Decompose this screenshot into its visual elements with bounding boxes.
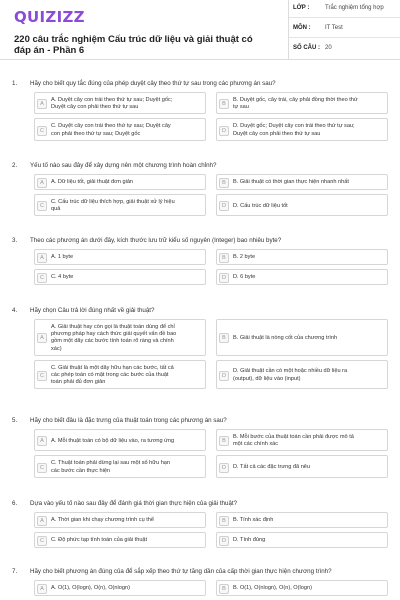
quizizz-logo: QUIZIZZ [14, 8, 85, 26]
meta-key: SỐ CÂU : [293, 45, 320, 51]
answer-option-a[interactable] [34, 319, 206, 356]
option-text [51, 179, 203, 186]
option-text-line: A. Dữ liệu tốt, giải thuật đơn giản [51, 179, 134, 186]
meta-value: IT Test [325, 25, 343, 31]
option-letter-badge: B [219, 253, 229, 263]
option-text [233, 203, 385, 210]
answer-option-b[interactable] [216, 249, 388, 265]
answer-option-d[interactable] [216, 360, 388, 390]
option-letter-badge: D [219, 201, 229, 211]
answer-option-c[interactable] [34, 194, 206, 216]
option-text [51, 324, 203, 353]
option-text-line: A. Duyệt cây con trái theo thứ tự sau; Duyệt gốc; [51, 97, 173, 103]
option-text-line: các bước cần thực hiện [51, 467, 111, 474]
option-text-line: (output), dữ liệu vào (input) [233, 375, 301, 382]
option-letter-badge: C [37, 273, 47, 283]
option-text-line: gồm một dãy các bước tính toán rõ ràng và chính [51, 338, 174, 345]
option-text [233, 537, 385, 544]
option-text-line: A. Giải thuật hay còn gọi là thuật toán dùng để chỉ [51, 324, 175, 330]
meta-key: LỚP : [293, 5, 310, 11]
option-text-line: B. Duyệt gốc, cây trái, cây phải đồng thời theo thứ [233, 97, 358, 103]
answer-option-b[interactable] [216, 512, 388, 528]
option-text-line: D. Duyệt gốc; Duyệt cây con trái theo thứ tự sau; [233, 123, 355, 130]
option-text [51, 585, 203, 592]
meta-row-class [289, 0, 400, 18]
meta-value: Trắc nghiệm tổng hợp [325, 5, 384, 11]
option-letter-badge: C [37, 463, 47, 473]
option-text-line: D. Tính đúng [233, 537, 266, 544]
answer-option-a[interactable] [34, 580, 206, 596]
option-letter-badge: D [219, 371, 229, 381]
option-text-line: C. Duyệt cây con trái theo thứ tự sau; Duyệt cây [51, 123, 171, 130]
option-text-line: B. Giải thuật có thời gian thực hiện nhanh nhất [233, 179, 349, 186]
option-text-line: D. Cấu trúc dữ liệu tốt [233, 202, 288, 209]
option-text-line: xác) [51, 345, 62, 352]
option-text [233, 464, 385, 471]
option-text [233, 517, 385, 524]
option-text [51, 97, 203, 111]
option-letter-badge: A [37, 99, 47, 109]
option-text-line: B. Mỗi bước của thuật toán cần phải được mô tả [233, 434, 354, 440]
question-number: 4. [12, 307, 18, 314]
option-text [233, 123, 385, 137]
answer-option-d[interactable] [216, 118, 388, 140]
question-text: Hãy cho biết phương án đúng của để sắp xếp theo thứ tự tăng dần của cấp thời gian thực hiện chương trình? [30, 568, 332, 575]
option-text-line: B. O(1), O(nlogn), O(n), O(logn) [233, 585, 312, 592]
answer-option-d[interactable] [216, 532, 388, 548]
option-letter-badge: D [219, 126, 229, 136]
question-number: 1. [12, 80, 18, 87]
question-text: Theo các phương án dưới đây, kích thước lưu trữ kiểu số nguyên (Integer) bao nhiêu byte? [30, 237, 282, 244]
option-text-line: B. 2 byte [233, 254, 256, 261]
option-letter-badge: D [219, 536, 229, 546]
option-text-line: A. 1 byte [51, 254, 74, 261]
option-text-line: tự sau [233, 104, 249, 111]
answer-option-c[interactable] [34, 532, 206, 548]
option-text-line: một các chính xác [233, 441, 279, 448]
option-text [233, 585, 385, 592]
answer-option-c[interactable] [34, 360, 206, 390]
question-text: Hãy chọn Câu trả lời đúng nhất về giải thuật? [30, 307, 155, 314]
option-text-line: C. Độ phức tạp tính toán của giải thuật [51, 537, 148, 544]
option-letter-badge: B [219, 333, 229, 343]
option-text-line: D. Tất cả các đặc trưng đã nêu [233, 463, 311, 470]
option-letter-badge: C [37, 201, 47, 211]
option-letter-badge: A [37, 516, 47, 526]
option-text-line: B. Tính xác định [233, 517, 274, 524]
option-text [233, 97, 385, 111]
answer-option-b[interactable] [216, 92, 388, 114]
option-text [51, 365, 203, 387]
option-text-line: các phép toán có mặt trong các bước của thuật [51, 372, 169, 378]
option-text [233, 274, 385, 281]
option-text-line: A. Thời gian khi chạy chương trình cụ thể [51, 517, 155, 524]
option-text [233, 335, 385, 342]
answer-option-d[interactable] [216, 455, 388, 477]
option-text-line: phương pháp hay cách thức giải quyết vấn đề bao [51, 331, 177, 338]
option-letter-badge: D [219, 273, 229, 283]
answer-option-c[interactable] [34, 118, 206, 140]
option-text-line: C. 4 byte [51, 274, 74, 281]
option-text-line: Duyệt cây con phải theo thứ tự sau [233, 130, 321, 137]
document-header [0, 0, 400, 60]
meta-row-subject [289, 20, 400, 38]
option-letter-badge: A [37, 178, 47, 188]
question-number: 6. [12, 500, 18, 507]
option-letter-badge: A [37, 584, 47, 594]
option-letter-badge: A [37, 253, 47, 263]
option-text-line: quả [51, 206, 61, 213]
answer-option-b[interactable] [216, 319, 388, 356]
question-number: 3. [12, 237, 18, 244]
option-text-line: C. Giải thuật là một dãy hữu hạn các bước, tất cả [51, 364, 174, 371]
option-text [233, 434, 385, 448]
option-letter-badge: A [37, 436, 47, 446]
option-text-line: A. O(1), O(logn), O(n), O(nlogn) [51, 585, 130, 592]
option-letter-badge: B [219, 516, 229, 526]
answer-option-a[interactable] [34, 92, 206, 114]
option-text-line: D. 6 byte [233, 274, 256, 281]
option-letter-badge: B [219, 436, 229, 446]
option-letter-badge: B [219, 99, 229, 109]
meta-key: MÔN : [293, 25, 311, 31]
option-text [51, 274, 203, 281]
answer-option-b[interactable] [216, 580, 388, 596]
option-text-line: C. Thuật toán phải dừng lại sau một số hữu hạn [51, 460, 171, 467]
question-number: 7. [12, 568, 18, 575]
meta-value: 20 [325, 45, 332, 51]
option-text [51, 199, 203, 213]
answer-option-a[interactable] [34, 512, 206, 528]
meta-row-count [289, 40, 400, 58]
option-text [233, 368, 385, 382]
option-text [51, 123, 203, 137]
option-text-line: C. Cấu trúc dữ liệu thích hợp, giải thuật xử lý hiệu [51, 199, 175, 205]
option-letter-badge: D [219, 463, 229, 473]
option-text [51, 460, 203, 474]
answer-option-a[interactable] [34, 429, 206, 451]
answer-option-d[interactable] [216, 194, 388, 216]
question-text: Hãy cho biết quy tắc đúng của phép duyệt cây theo thứ tự sau trong các phương án sau? [30, 80, 276, 87]
option-text [233, 179, 385, 186]
answer-option-b[interactable] [216, 429, 388, 451]
question-text: Yếu tố nào sau đây để xây dựng nên một chương trình hoàn chỉnh? [30, 162, 217, 169]
option-text [51, 438, 203, 445]
answer-option-a[interactable] [34, 174, 206, 190]
answer-option-c[interactable] [34, 455, 206, 477]
option-letter-badge: A [37, 333, 47, 343]
option-text [233, 254, 385, 261]
option-text [51, 517, 203, 524]
meta-table [288, 0, 400, 60]
question-text: Hãy cho biết đâu là đặc trưng của thuật toán trong các phương án sau? [30, 417, 227, 424]
option-text-line: Duyệt cây con phải theo thứ tự sau [51, 104, 139, 111]
option-text-line: B. Giải thuật là nòng cốt của chương trình [233, 334, 338, 341]
option-letter-badge: C [37, 536, 47, 546]
option-letter-badge: C [37, 371, 47, 381]
document-title: 220 câu trắc nghiệm Cấu trúc dữ liệu và giải thuật có đáp án - Phần 6 [14, 34, 253, 56]
answer-option-d[interactable] [216, 269, 388, 285]
option-letter-badge: B [219, 584, 229, 594]
option-letter-badge: B [219, 178, 229, 188]
option-text-line: D. Giải thuật cần có một hoặc nhiều dữ liệu ra [233, 368, 348, 375]
question-number: 5. [12, 417, 18, 424]
option-text [51, 537, 203, 544]
option-text [51, 254, 203, 261]
option-text-line: con phải theo thứ tự sau; Duyệt gốc [51, 130, 141, 137]
option-text-line: A. Mỗi thuật toán có bộ dữ liệu vào, ra tương ứng [51, 437, 175, 444]
answer-option-b[interactable] [216, 174, 388, 190]
option-letter-badge: C [37, 126, 47, 136]
option-text-line: toán phải đủ đơn giản [51, 379, 106, 386]
answer-option-c[interactable] [34, 269, 206, 285]
answer-option-a[interactable] [34, 249, 206, 265]
question-number: 2. [12, 162, 18, 169]
question-text: Dựa vào yếu tố nào sau đây để đánh giá thời gian thực hiện của giải thuật? [30, 500, 238, 507]
